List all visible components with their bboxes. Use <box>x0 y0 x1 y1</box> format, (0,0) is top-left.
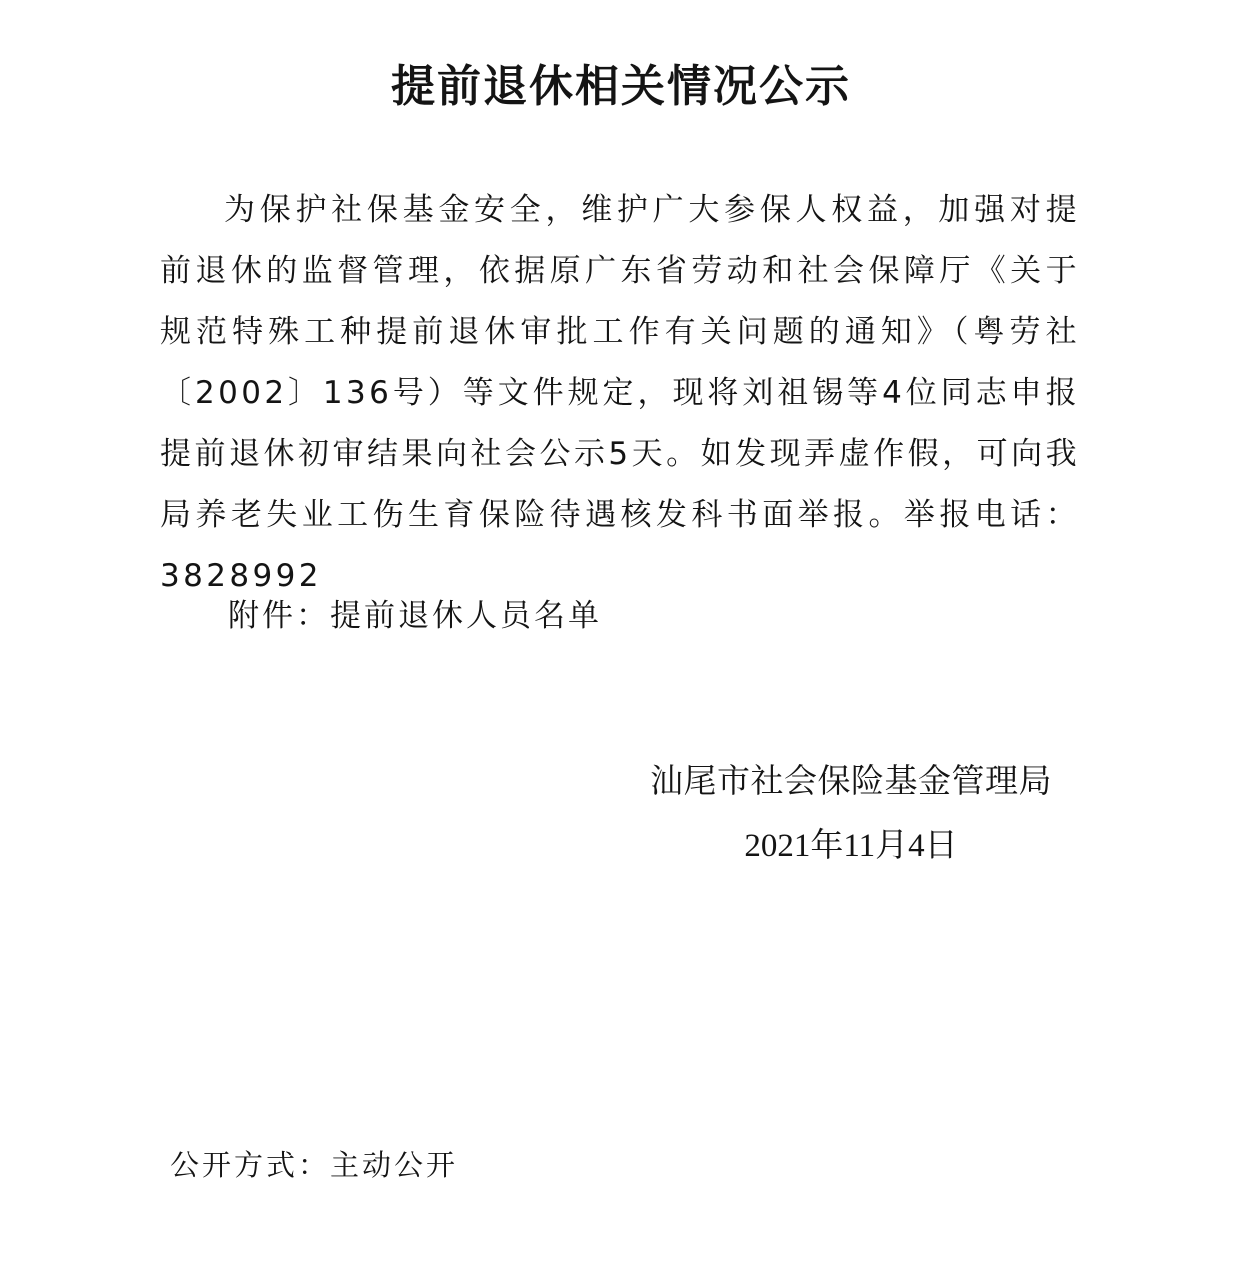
document-title: 提前退休相关情况公示 <box>391 61 851 112</box>
body-paragraph: 为保护社保基金安全，维护广大参保人权益，加强对提前退休的监督管理，依据原广东省劳动和社会保障厅《关于规范特殊工种提前退休审批工作有关问题的通知》（粤劳社〔2002〕136号）等文件规定，现将刘祖锡等4位同志申报提前退休初审结果向社会公示5天。如发现弄虚作假，可向我局养老失业工伤生育保险待遇核发科书面举报。举报电话：3828992 <box>160 192 1080 594</box>
issuing-organization: 汕尾市社会保险基金管理局 <box>650 764 1052 800</box>
signature-block <box>636 750 1066 878</box>
attachment-line: 附件：提前退休人员名单 <box>228 598 602 634</box>
issue-date: 2021年11月4日 <box>744 828 958 864</box>
disclosure-method: 公开方式：主动公开 <box>170 1148 459 1182</box>
